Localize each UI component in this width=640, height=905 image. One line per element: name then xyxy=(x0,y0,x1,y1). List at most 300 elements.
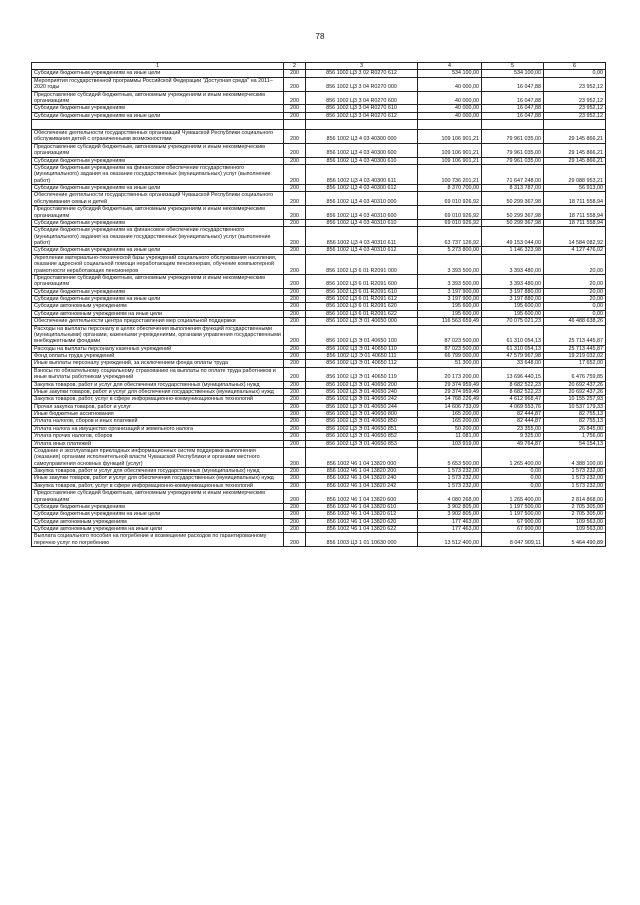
unexecuted-amount-cell: 10 155 257,93 xyxy=(544,396,606,403)
expense-name-cell: Взносы по обязательному социальному страхованию на выплаты по оплате труда работников и иные выплаты работникам учреждений xyxy=(32,367,284,381)
table-row xyxy=(32,247,606,254)
unexecuted-amount-cell: 82 755,13 xyxy=(544,418,606,425)
budget-classification-code-cell: 856 1002 Ц3 4 03 40300 611 xyxy=(306,164,418,184)
executed-amount-cell: 1 265 400,00 xyxy=(482,490,544,504)
unexecuted-amount-cell: 23 952,12 xyxy=(544,105,606,112)
line-code-cell: 200 xyxy=(284,185,306,192)
expense-name-cell: Предоставление субсидий бюджетным, автономным учреждениям и иным некоммерческим организациям xyxy=(32,143,284,157)
budget-classification-code-cell: 856 1002 Ц3 Э 01 40650 853 xyxy=(306,440,418,447)
unexecuted-amount-cell: 18 711 558,94 xyxy=(544,192,606,206)
expense-name-cell: Обеспечение деятельности центра предоставления мер социальной поддержки xyxy=(32,318,284,325)
line-code-cell: 200 xyxy=(284,112,306,119)
budget-execution-table xyxy=(31,62,606,547)
approved-budget-cell: 40 000,00 xyxy=(418,77,482,91)
table-row xyxy=(32,367,606,381)
budget-classification-code-cell: 856 1002 Ч6 1 04 13820 622 xyxy=(306,526,418,533)
line-code-cell: 200 xyxy=(284,206,306,220)
expense-name-cell: Обеспечение деятельности государственных организаций Чувашской Республики социального обслуживания семьи и детей xyxy=(32,192,284,206)
expense-name-cell: Иные выплаты персоналу учреждений, за исключением фонда оплаты труда xyxy=(32,360,284,367)
approved-budget-cell xyxy=(418,120,482,130)
table-row xyxy=(32,433,606,440)
approved-budget-cell: 109 106 901,21 xyxy=(418,143,482,157)
page-number: 78 xyxy=(315,32,325,41)
executed-amount-cell: 82 444,87 xyxy=(482,411,544,418)
approved-budget-cell: 40 000,00 xyxy=(418,105,482,112)
unexecuted-amount-cell: 1 573 232,00 xyxy=(544,475,606,482)
table-row xyxy=(32,518,606,525)
budget-classification-code-cell: 856 1002 Ц3 Э 01 40650 100 xyxy=(306,325,418,345)
table-row xyxy=(32,425,606,432)
budget-classification-code-cell: 856 1002 Ц3 6 01 R2091 610 xyxy=(306,288,418,295)
line-code-cell: 200 xyxy=(284,345,306,352)
unexecuted-amount-cell: 82 755,13 xyxy=(544,411,606,418)
unexecuted-amount-cell: 2 814 868,00 xyxy=(544,490,606,504)
expense-name-cell: Уплата налога на имущество организаций и земельного налога xyxy=(32,425,284,432)
line-code-cell: 200 xyxy=(284,310,306,317)
executed-amount-cell: 195 600,00 xyxy=(482,310,544,317)
unexecuted-amount-cell: 14 584 082,92 xyxy=(544,227,606,247)
table-row xyxy=(32,440,606,447)
line-code-cell: 200 xyxy=(284,254,306,274)
line-code-cell: 200 xyxy=(284,192,306,206)
executed-amount-cell: 79 961 035,00 xyxy=(482,143,544,157)
line-code-cell: 200 xyxy=(284,490,306,504)
executed-amount-cell: 49 764,87 xyxy=(482,440,544,447)
expense-name-cell: Субсидии автономным учреждениям на иные цели xyxy=(32,310,284,317)
line-code-cell: 200 xyxy=(284,511,306,518)
approved-budget-cell: 103 919,00 xyxy=(418,440,482,447)
expense-name-cell: Уплата налогов, сборов и иных платежей xyxy=(32,418,284,425)
budget-classification-code-cell: 856 1002 Ч6 1 04 13820 612 xyxy=(306,511,418,518)
approved-budget-cell: 1 573 232,00 xyxy=(418,475,482,482)
line-code-cell: 200 xyxy=(284,533,306,547)
unexecuted-amount-cell: 29 145 866,21 xyxy=(544,143,606,157)
budget-classification-code-cell: 856 1002 Ц3 Э 01 40650 200 xyxy=(306,381,418,388)
table-row xyxy=(32,112,606,119)
line-code-cell: 200 xyxy=(284,318,306,325)
budget-classification-code-cell: 856 1002 Ц3 6 01 R2091 612 xyxy=(306,296,418,303)
table-row xyxy=(32,206,606,220)
line-code-cell: 200 xyxy=(284,91,306,105)
expense-name-cell: Субсидии бюджетным учреждениям xyxy=(32,157,284,164)
line-code-cell: 200 xyxy=(284,70,306,77)
table-row xyxy=(32,288,606,295)
line-code-cell: 200 xyxy=(284,227,306,247)
approved-budget-cell: 100 736 201,21 xyxy=(418,164,482,184)
table-row xyxy=(32,482,606,489)
executed-amount-cell: 49 153 044,00 xyxy=(482,227,544,247)
approved-budget-cell: 14 768 226,49 xyxy=(418,396,482,403)
budget-classification-code-cell: 856 1002 Ц3 4 03 40300 610 xyxy=(306,157,418,164)
expense-name-cell: Мероприятия государственной программы Российской Федерации "Доступная среда" на 2011–2020 годы xyxy=(32,77,284,91)
table-row xyxy=(32,490,606,504)
line-code-cell: 200 xyxy=(284,247,306,254)
line-code-cell xyxy=(284,120,306,130)
table-row xyxy=(32,192,606,206)
executed-amount-cell: 8 313 787,00 xyxy=(482,185,544,192)
unexecuted-amount-cell: 1 573 232,00 xyxy=(544,468,606,475)
expense-name-cell xyxy=(32,120,284,130)
approved-budget-cell: 69 010 926,92 xyxy=(418,219,482,226)
budget-classification-code-cell: 856 1002 Ц3 Э 01 40650 119 xyxy=(306,367,418,381)
table-row xyxy=(32,274,606,288)
line-code-cell: 200 xyxy=(284,403,306,410)
approved-budget-cell: 69 010 926,92 xyxy=(418,192,482,206)
budget-classification-code-cell xyxy=(306,120,418,130)
approved-budget-cell: 50 200,00 xyxy=(418,425,482,432)
approved-budget-cell: 3 393 500,00 xyxy=(418,274,482,288)
column-header: 2 xyxy=(284,63,306,70)
table-row xyxy=(32,403,606,410)
line-code-cell: 200 xyxy=(284,381,306,388)
column-header: 3 xyxy=(306,63,418,70)
line-code-cell: 200 xyxy=(284,303,306,310)
budget-classification-code-cell: 856 1002 Ч6 1 04 13820 240 xyxy=(306,475,418,482)
unexecuted-amount-cell: 29 145 866,21 xyxy=(544,130,606,144)
executed-amount-cell: 195 600,00 xyxy=(482,303,544,310)
table-row xyxy=(32,70,606,77)
line-code-cell: 200 xyxy=(284,360,306,367)
approved-budget-cell: 87 023 500,00 xyxy=(418,345,482,352)
expense-name-cell: Закупка товаров, работ и услуг для обеспечения государственных (муниципальных) нужд xyxy=(32,468,284,475)
table-row xyxy=(32,310,606,317)
budget-classification-code-cell: 856 1002 Ц3 Э 01 40650 852 xyxy=(306,433,418,440)
table-row xyxy=(32,381,606,388)
approved-budget-cell: 165 200,00 xyxy=(418,418,482,425)
expense-name-cell: Предоставление субсидий бюджетным, автономным учреждениям и иным некоммерческим организациям xyxy=(32,206,284,220)
table-row xyxy=(32,185,606,192)
table-row xyxy=(32,91,606,105)
expense-name-cell: Субсидии автономным учреждениям на иные цели xyxy=(32,526,284,533)
executed-amount-cell: 61 310 054,13 xyxy=(482,325,544,345)
executed-amount-cell: 8 047 909,11 xyxy=(482,533,544,547)
budget-classification-code-cell: 856 1002 Ц3 Э 01 40650 851 xyxy=(306,425,418,432)
expense-name-cell: Прочая закупка товаров, работ и услуг xyxy=(32,403,284,410)
unexecuted-amount-cell: 20 692 437,26 xyxy=(544,381,606,388)
expense-name-cell: Субсидии бюджетным учреждениям xyxy=(32,503,284,510)
budget-classification-code-cell: 856 1002 Ц3 4 03 40300 000 xyxy=(306,130,418,144)
unexecuted-amount-cell: 4 388 100,00 xyxy=(544,447,606,467)
approved-budget-cell: 3 902 805,00 xyxy=(418,503,482,510)
unexecuted-amount-cell: 0,00 xyxy=(544,70,606,77)
executed-amount-cell: 4 069 553,76 xyxy=(482,403,544,410)
executed-amount-cell xyxy=(482,120,544,130)
column-header: 4 xyxy=(418,63,482,70)
approved-budget-cell: 1 573 232,00 xyxy=(418,482,482,489)
expense-name-cell: Субсидии бюджетным учреждениям на иные цели xyxy=(32,112,284,119)
line-code-cell: 200 xyxy=(284,77,306,91)
executed-amount-cell: 1 146 323,98 xyxy=(482,247,544,254)
approved-budget-cell: 5 273 800,00 xyxy=(418,247,482,254)
line-code-cell: 200 xyxy=(284,157,306,164)
table-row xyxy=(32,345,606,352)
line-code-cell: 200 xyxy=(284,526,306,533)
approved-budget-cell: 14 606 733,09 xyxy=(418,403,482,410)
budget-classification-code-cell: 856 1003 Ц3 1 01 10630 000 xyxy=(306,533,418,547)
expense-name-cell: Уплата иных платежей xyxy=(32,440,284,447)
approved-budget-cell: 3 393 500,00 xyxy=(418,254,482,274)
table-row xyxy=(32,418,606,425)
table-row xyxy=(32,511,606,518)
expense-name-cell: Субсидии автономным учреждениям xyxy=(32,518,284,525)
expense-name-cell: Выплата социального пособия на погребение и возмещение расходов по гарантированному перечню услуг по погребению xyxy=(32,533,284,547)
unexecuted-amount-cell: 0,00 xyxy=(544,310,606,317)
line-code-cell: 200 xyxy=(284,518,306,525)
budget-classification-code-cell: 856 1002 Ц3 Э 01 40650 244 xyxy=(306,403,418,410)
executed-amount-cell: 0,00 xyxy=(482,482,544,489)
executed-amount-cell: 8 682 522,23 xyxy=(482,388,544,395)
approved-budget-cell: 13 512 400,00 xyxy=(418,533,482,547)
unexecuted-amount-cell: 20 692 437,26 xyxy=(544,388,606,395)
unexecuted-amount-cell: 25 713 445,87 xyxy=(544,345,606,352)
unexecuted-amount-cell: 0,00 xyxy=(544,303,606,310)
approved-budget-cell: 109 106 901,21 xyxy=(418,157,482,164)
approved-budget-cell: 116 563 659,49 xyxy=(418,318,482,325)
unexecuted-amount-cell: 20,00 xyxy=(544,288,606,295)
budget-classification-code-cell: 856 1002 Ч6 1 04 13820 242 xyxy=(306,482,418,489)
approved-budget-cell: 109 106 901,21 xyxy=(418,130,482,144)
line-code-cell: 200 xyxy=(284,388,306,395)
table-row xyxy=(32,325,606,345)
table-row xyxy=(32,396,606,403)
budget-classification-code-cell: 856 1002 Ч6 1 04 13820 610 xyxy=(306,503,418,510)
approved-budget-cell: 8 370 700,00 xyxy=(418,185,482,192)
unexecuted-amount-cell: 23 952,12 xyxy=(544,91,606,105)
executed-amount-cell: 13 696 440,15 xyxy=(482,367,544,381)
unexecuted-amount-cell: 54 154,13 xyxy=(544,440,606,447)
unexecuted-amount-cell: 20,00 xyxy=(544,274,606,288)
expense-name-cell: Иные закупки товаров, работ и услуг для обеспечения государственных (муниципальных) нужд xyxy=(32,475,284,482)
approved-budget-cell: 29 374 959,49 xyxy=(418,381,482,388)
unexecuted-amount-cell: 29 145 866,21 xyxy=(544,157,606,164)
executed-amount-cell: 79 961 035,00 xyxy=(482,130,544,144)
line-code-cell: 200 xyxy=(284,396,306,403)
line-code-cell: 200 xyxy=(284,433,306,440)
unexecuted-amount-cell: 56 913,00 xyxy=(544,185,606,192)
table-row xyxy=(32,318,606,325)
line-code-cell: 200 xyxy=(284,468,306,475)
table-row xyxy=(32,468,606,475)
approved-budget-cell: 3 197 900,00 xyxy=(418,288,482,295)
expense-name-cell: Субсидии бюджетным учреждениям на иные цели xyxy=(32,70,284,77)
line-code-cell: 200 xyxy=(284,367,306,381)
expense-name-cell: Расходы на выплаты персоналу казенных учреждений xyxy=(32,345,284,352)
table-row xyxy=(32,164,606,184)
line-code-cell: 200 xyxy=(284,353,306,360)
budget-classification-code-cell: 856 1002 Ц3 4 03 40310 600 xyxy=(306,206,418,220)
expense-name-cell: Предоставление субсидий бюджетным, автономным учреждениям и иным некоммерческим организациям xyxy=(32,91,284,105)
expense-name-cell: Закупка товаров, работ, услуг в сфере информационно-коммуникационных технологий xyxy=(32,396,284,403)
executed-amount-cell: 0,00 xyxy=(482,475,544,482)
table-row xyxy=(32,77,606,91)
line-code-cell: 200 xyxy=(284,296,306,303)
line-code-cell: 200 xyxy=(284,475,306,482)
executed-amount-cell: 3 197 880,00 xyxy=(482,296,544,303)
budget-classification-code-cell: 856 1002 Ч6 1 04 13820 620 xyxy=(306,518,418,525)
budget-classification-code-cell: 856 1002 Ц3 6 01 R2091 622 xyxy=(306,310,418,317)
executed-amount-cell: 1 197 500,00 xyxy=(482,503,544,510)
unexecuted-amount-cell: 2 705 305,00 xyxy=(544,503,606,510)
table-row xyxy=(32,143,606,157)
table-body xyxy=(32,70,606,547)
line-code-cell: 200 xyxy=(284,219,306,226)
executed-amount-cell: 1 265 400,00 xyxy=(482,447,544,467)
column-header: 5 xyxy=(482,63,544,70)
line-code-cell: 200 xyxy=(284,447,306,467)
unexecuted-amount-cell: 18 711 558,94 xyxy=(544,219,606,226)
column-number-header-row xyxy=(32,63,606,70)
unexecuted-amount-cell: 19 219 032,02 xyxy=(544,353,606,360)
expense-name-cell: Субсидии бюджетным учреждениям на иные цели xyxy=(32,247,284,254)
executed-amount-cell: 534 100,00 xyxy=(482,70,544,77)
budget-classification-code-cell: 856 1002 Ц3 Э 01 40650 000 xyxy=(306,318,418,325)
table-row xyxy=(32,526,606,533)
approved-budget-cell: 51 300,00 xyxy=(418,360,482,367)
expense-name-cell: Предоставление субсидий бюджетным, автономным учреждениям и иным некоммерческим организациям xyxy=(32,490,284,504)
line-code-cell: 200 xyxy=(284,425,306,432)
approved-budget-cell: 3 902 805,00 xyxy=(418,511,482,518)
budget-classification-code-cell: 856 1002 Ц3 3 04 R0270 612 xyxy=(306,112,418,119)
table-row xyxy=(32,353,606,360)
executed-amount-cell: 50 299 367,98 xyxy=(482,192,544,206)
unexecuted-amount-cell: 18 711 558,94 xyxy=(544,206,606,220)
executed-amount-cell: 50 299 367,98 xyxy=(482,206,544,220)
expense-name-cell: Субсидии бюджетным учреждениям на иные цели xyxy=(32,185,284,192)
budget-classification-code-cell: 856 1002 Ц3 6 01 R2091 620 xyxy=(306,303,418,310)
unexecuted-amount-cell: 46 488 638,26 xyxy=(544,318,606,325)
expense-name-cell: Закупка товаров, работ, услуг в сфере информационно-коммуникационных технологий xyxy=(32,482,284,489)
executed-amount-cell: 4 612 968,47 xyxy=(482,396,544,403)
expense-name-cell: Иные бюджетные ассигнования xyxy=(32,411,284,418)
unexecuted-amount-cell: 2 705 305,00 xyxy=(544,511,606,518)
table-row xyxy=(32,219,606,226)
executed-amount-cell: 50 299 367,98 xyxy=(482,219,544,226)
executed-amount-cell: 16 047,88 xyxy=(482,91,544,105)
expense-name-cell: Обеспечение деятельности государственных организаций Чувашской Республики социального обслуживания детей с ограниченными возможностями xyxy=(32,130,284,144)
unexecuted-amount-cell: 23 952,12 xyxy=(544,77,606,91)
expense-name-cell: Расходы на выплаты персоналу в целях обеспечения выполнения функций государственными (муниципальными) органами, казенными учреждениями, органами управления государственными внебюджетными фондами xyxy=(32,325,284,345)
approved-budget-cell: 40 000,00 xyxy=(418,112,482,119)
unexecuted-amount-cell: 1 573 232,00 xyxy=(544,482,606,489)
line-code-cell: 200 xyxy=(284,418,306,425)
budget-classification-code-cell: 856 1002 Ц3 4 03 40310 612 xyxy=(306,247,418,254)
expense-name-cell: Предоставление субсидий бюджетным, автономным учреждениям и иным некоммерческим организациям xyxy=(32,274,284,288)
expense-name-cell: Субсидии автономным учреждениям xyxy=(32,303,284,310)
column-header: 6 xyxy=(544,63,606,70)
unexecuted-amount-cell: 4 127 476,02 xyxy=(544,247,606,254)
executed-amount-cell: 70 075 021,23 xyxy=(482,318,544,325)
expense-name-cell: Уплата прочих налогов, сборов xyxy=(32,433,284,440)
line-code-cell: 200 xyxy=(284,274,306,288)
budget-classification-code-cell: 856 1002 Ц3 Э 01 40650 800 xyxy=(306,411,418,418)
budget-classification-code-cell: 856 1002 Ц3 6 01 R2091 000 xyxy=(306,254,418,274)
line-code-cell: 200 xyxy=(284,482,306,489)
approved-budget-cell: 5 653 500,00 xyxy=(418,447,482,467)
table-row xyxy=(32,254,606,274)
approved-budget-cell: 195 600,00 xyxy=(418,310,482,317)
executed-amount-cell: 71 647 248,00 xyxy=(482,164,544,184)
budget-classification-code-cell: 856 1002 Ц3 3 02 R0270 612 xyxy=(306,70,418,77)
budget-classification-code-cell: 856 1002 Ц3 Э 01 40650 242 xyxy=(306,396,418,403)
unexecuted-amount-cell: 20,00 xyxy=(544,254,606,274)
executed-amount-cell: 79 961 035,00 xyxy=(482,157,544,164)
expense-name-cell: Иные закупки товаров, работ и услуг для обеспечения государственных (муниципальных) нужд xyxy=(32,388,284,395)
approved-budget-cell: 87 023 500,00 xyxy=(418,325,482,345)
budget-classification-code-cell: 856 1002 Ц3 4 03 40310 611 xyxy=(306,227,418,247)
expense-name-cell: Субсидии бюджетным учреждениям на иные цели xyxy=(32,296,284,303)
approved-budget-cell: 177 463,00 xyxy=(418,526,482,533)
line-code-cell: 200 xyxy=(284,143,306,157)
executed-amount-cell: 3 393 480,00 xyxy=(482,274,544,288)
table-row xyxy=(32,157,606,164)
approved-budget-cell: 40 000,00 xyxy=(418,91,482,105)
expense-name-cell: Фонд оплаты труда учреждений xyxy=(32,353,284,360)
budget-classification-code-cell: 856 1002 Ц3 4 03 40310 610 xyxy=(306,219,418,226)
expense-name-cell: Субсидии бюджетным учреждениям на иные цели xyxy=(32,511,284,518)
line-code-cell: 200 xyxy=(284,411,306,418)
expense-name-cell: Субсидии бюджетным учреждениям на финансовое обеспечение государственного (муниципального) задания на оказание государственных (муниципальных) услуг (выполнение работ) xyxy=(32,227,284,247)
table-row xyxy=(32,296,606,303)
unexecuted-amount-cell: 1 756,00 xyxy=(544,433,606,440)
table-row xyxy=(32,360,606,367)
unexecuted-amount-cell: 109 563,00 xyxy=(544,526,606,533)
line-code-cell: 200 xyxy=(284,105,306,112)
unexecuted-amount-cell: 10 537 179,33 xyxy=(544,403,606,410)
table-row xyxy=(32,411,606,418)
table-row xyxy=(32,105,606,112)
approved-budget-cell: 20 173 200,00 xyxy=(418,367,482,381)
budget-classification-code-cell: 856 1002 Ц3 Э 01 40650 240 xyxy=(306,388,418,395)
budget-classification-code-cell: 856 1002 Ц3 4 03 40300 612 xyxy=(306,185,418,192)
table-row xyxy=(32,475,606,482)
unexecuted-amount-cell: 29 088 953,21 xyxy=(544,164,606,184)
unexecuted-amount-cell: 23 952,12 xyxy=(544,112,606,119)
table-row xyxy=(32,130,606,144)
line-code-cell: 200 xyxy=(284,440,306,447)
line-code-cell: 200 xyxy=(284,325,306,345)
executed-amount-cell: 23 355,00 xyxy=(482,425,544,432)
approved-budget-cell: 1 573 232,00 xyxy=(418,468,482,475)
approved-budget-cell: 29 374 959,49 xyxy=(418,388,482,395)
approved-budget-cell: 3 197 900,00 xyxy=(418,296,482,303)
approved-budget-cell: 195 600,00 xyxy=(418,303,482,310)
unexecuted-amount-cell xyxy=(544,120,606,130)
unexecuted-amount-cell: 26 845,00 xyxy=(544,425,606,432)
expense-name-cell: Субсидии бюджетным учреждениям xyxy=(32,288,284,295)
budget-classification-code-cell: 856 1002 Ц3 3 04 R0270 000 xyxy=(306,77,418,91)
table-row xyxy=(32,227,606,247)
budget-classification-code-cell: 856 1002 Ц3 Э 01 40650 112 xyxy=(306,360,418,367)
budget-classification-code-cell: 856 1002 Ц3 4 03 40310 000 xyxy=(306,192,418,206)
approved-budget-cell: 177 463,00 xyxy=(418,518,482,525)
executed-amount-cell: 82 444,87 xyxy=(482,418,544,425)
table-row xyxy=(32,388,606,395)
approved-budget-cell: 63 737 126,92 xyxy=(418,227,482,247)
unexecuted-amount-cell: 17 652,00 xyxy=(544,360,606,367)
expense-name-cell: Субсидии бюджетным учреждениям на финансовое обеспечение государственного (муниципального) задания на оказание государственных (муниципальных) услуг (выполнение работ) xyxy=(32,164,284,184)
budget-classification-code-cell: 856 1002 Ч6 1 04 13820 000 xyxy=(306,447,418,467)
unexecuted-amount-cell: 5 464 490,89 xyxy=(544,533,606,547)
executed-amount-cell: 67 900,00 xyxy=(482,526,544,533)
expense-name-cell: Субсидии бюджетным учреждениям xyxy=(32,219,284,226)
executed-amount-cell: 33 648,00 xyxy=(482,360,544,367)
table-row xyxy=(32,533,606,547)
expense-name-cell: Закупка товаров, работ и услуг для обеспечения государственных (муниципальных) нужд xyxy=(32,381,284,388)
expense-name-cell: Субсидии бюджетным учреждениям xyxy=(32,105,284,112)
budget-classification-code-cell: 856 1002 Ц3 3 04 R0270 600 xyxy=(306,91,418,105)
line-code-cell: 200 xyxy=(284,503,306,510)
approved-budget-cell: 11 081,00 xyxy=(418,433,482,440)
